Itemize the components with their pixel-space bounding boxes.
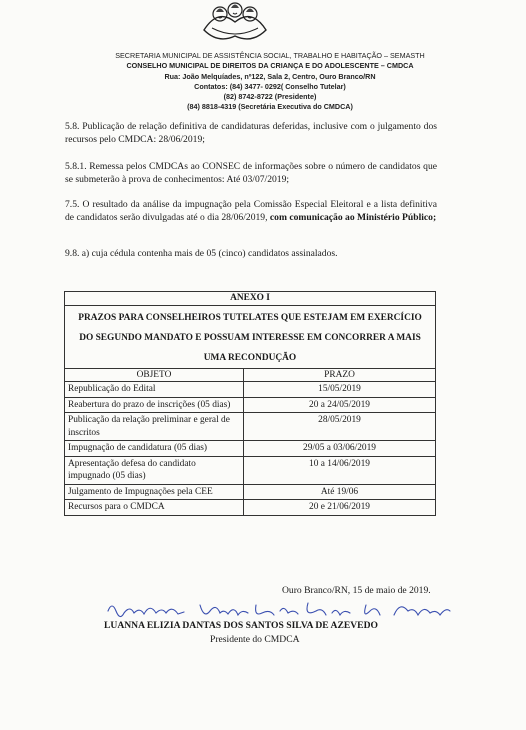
paragraph-7-5-text: 7.5. O resultado da análise da impugnação pela Comissão Especial Eleitoral e a lista definitiva de candidatos serão divulgadas até o dia 28/06/2019,	[65, 199, 437, 224]
paragraph-9-8: 9.8. a) cuja cédula contenha mais de 05 (cinco) candidatos assinalados.	[65, 248, 338, 259]
paragraph-5-8: 5.8. Publicação de relação definitiva de candidaturas deferidas, inclusive com o julgamento dos recursos pelo CMDCA: 28/06/2019;	[65, 121, 437, 146]
row-objeto: Reabertura do prazo de inscrições (05 dias)	[65, 397, 244, 413]
row-prazo: Até 19/06	[244, 484, 436, 500]
table-row	[65, 382, 436, 398]
annex-title: ANEXO I	[65, 292, 436, 306]
signatory-name: LUANNA ELIZIA DANTAS DOS SANTOS SILVA DE AZEVEDO	[104, 620, 378, 631]
row-prazo: 15/05/2019	[244, 382, 436, 398]
header-contact-1: Contatos: (84) 3477- 0292( Conselho Tutelar)	[194, 81, 346, 91]
table-row	[65, 484, 436, 500]
letterhead	[60, 51, 480, 113]
table-row	[65, 397, 436, 413]
header-contact-2: (82) 8742-8722 (Presidente)	[223, 92, 317, 102]
paragraph-5-8-1: 5.8.1. Remessa pelos CMDCAs ao CONSEC de informações sobre o número de candidatos que se submeterão à prova de conhecimentos: Até 03/07/2019;	[65, 161, 437, 186]
header-conselho: CONSELHO MUNICIPAL DE DIREITOS DA CRIANÇA E DO ADOLESCENTE – CMDCA	[126, 61, 414, 71]
header-address: Rua: João Melquíades, nº122, Sala 2, Centro, Ouro Branco/RN	[164, 71, 376, 81]
signatory-role: Presidente do CMDCA	[210, 634, 300, 645]
row-objeto: Impugnação de candidatura (05 dias)	[65, 441, 244, 457]
row-prazo: 28/05/2019	[244, 413, 436, 441]
table-row	[65, 500, 436, 516]
row-prazo: 29/05 a 03/06/2019	[244, 441, 436, 457]
row-objeto: Publicação da relação preliminar e geral de inscritos	[65, 413, 244, 441]
table-row	[65, 456, 436, 484]
row-objeto: Recursos para o CMDCA	[65, 500, 244, 516]
row-prazo: 20 e 21/06/2019	[244, 500, 436, 516]
table-row	[65, 413, 436, 441]
paragraph-7-5-bold: com comunicação ao Ministério Público;	[269, 212, 437, 224]
children-logo	[198, 0, 272, 46]
row-objeto: Republicação do Edital	[65, 382, 244, 398]
row-objeto: Julgamento de Impugnações pela CEE	[65, 484, 244, 500]
header-contact-3: (84) 8818-4319 (Secretária Executiva do CMDCA)	[187, 102, 353, 112]
column-header-prazo: PRAZO	[244, 368, 436, 382]
row-prazo: 10 a 14/06/2019	[244, 456, 436, 484]
column-header-objeto: OBJETO	[65, 368, 244, 382]
header-secretaria: SECRETARIA MUNICIPAL DE ASSISTÊNCIA SOCIAL, TRABALHO E HABITAÇÃO – SEMASTH	[115, 51, 425, 60]
row-objeto: Apresentação defesa do candidato impugnado (05 dias)	[65, 456, 244, 484]
annex-table	[64, 291, 436, 516]
annex-subtitle: PRAZOS PARA CONSELHEIROS TUTELATES QUE ESTEJAM EM EXERCÍCIO DO SEGUNDO MANDATO E POSSUAM INTERESSE EM CONCORRER A MAIS UMA RECONDUÇÃO	[65, 305, 436, 368]
paragraph-7-5	[65, 198, 437, 224]
place-date: Ouro Branco/RN, 15 de maio de 2019.	[282, 585, 431, 596]
table-row	[65, 441, 436, 457]
row-prazo: 20 a 24/05/2019	[244, 397, 436, 413]
